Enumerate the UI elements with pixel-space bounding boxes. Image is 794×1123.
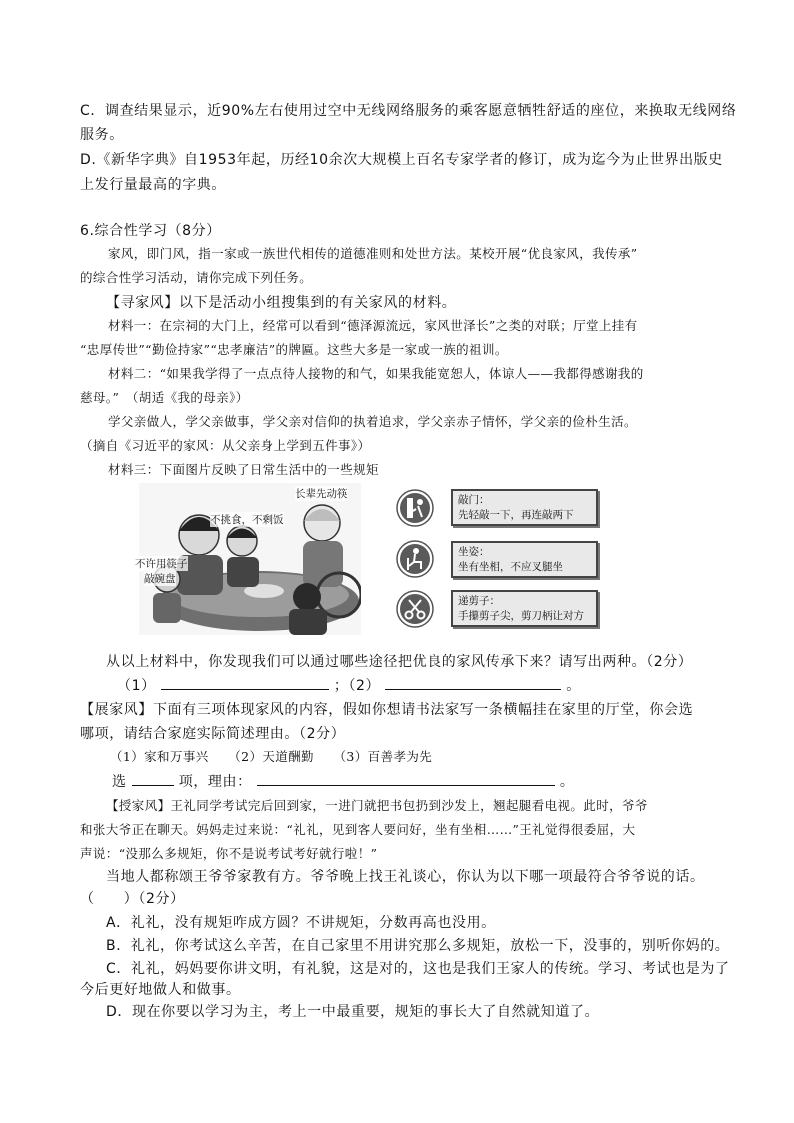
task1-label-1: （1） (117, 678, 156, 694)
task1-question: 从以上材料中，你发现我们可以通过哪些途径把优良的家风传承下来？请写出两种。（2分） (106, 654, 693, 670)
material2-line1: 材料二：“如果我学得了一点点待人接物的和气，如果我能宽恕人，体谅人——我都得感谢我的 (108, 366, 644, 381)
seek-heading: 【寻家风】以下是活动小组搜集到的有关家风的材料。 (106, 295, 457, 311)
rule-card-sitting (451, 541, 598, 578)
show-heading-line1: 【展家风】下面有三项体现家风的内容，假如你想请书法家写一条横幅挂在家里的厅堂，你会选 (80, 702, 694, 718)
rule-card-knock (451, 489, 598, 526)
intro-line1: 家风，即门风，指一家或一族世代相传的道德准则和处世方法。某校开展“优良家风，我传承” (108, 246, 638, 261)
choose-option-blank[interactable] (132, 773, 174, 786)
rule-card-title: 坐姿： (458, 546, 490, 558)
task3-question-line2: （ ）（2分） (80, 891, 185, 907)
task1-label-2: ；（2） (333, 678, 381, 694)
choose-end: 。 (559, 774, 575, 790)
material2-line4: （摘自《习近平的家风：从父亲身上学到五件事》） (80, 438, 371, 453)
option-c-line2: 今后更好地做人和做事。 (80, 982, 241, 998)
scissors-icon (396, 590, 434, 628)
rule-card-text: 手攥剪子尖，剪刀柄让对方 (458, 610, 584, 622)
task3-question-line1: 当地人都称颂王爷爷家教有方。爷爷晚上找王礼谈心，你认为以下哪一项最符合爷爷说的话。 (106, 869, 705, 885)
task1-end: 。 (566, 678, 581, 694)
option-d: D．现在你要以学习为主，考上一中最重要，规矩的事长大了自然就知道了。 (106, 1004, 600, 1020)
option-d-line1: D.《新华字典》自1953年起，历经10余次大规模上百名专家学者的修订，成为迄今为止世界出版史 (80, 152, 723, 168)
rule-card-scissors (451, 590, 598, 627)
intro-line2: 的综合性学习活动，请你完成下列任务。 (80, 270, 313, 285)
task1-answer-2-blank[interactable] (385, 677, 561, 690)
rule-card-title: 递剪子： (458, 595, 500, 607)
teach-line3: 声说：“没那么多规矩，你不是说考试考好就行啦！” (80, 846, 378, 861)
rule-card-text: 先轻敲一下，再连敲两下 (458, 509, 574, 521)
choose-prefix: 选 (112, 774, 127, 790)
question-6-title: 6.综合性学习（8分） (80, 223, 221, 239)
show-heading-line2: 哪项，请结合家庭实际简述理由。（2分） (80, 726, 346, 742)
task1-answer-1-blank[interactable] (161, 677, 329, 690)
family-dinner-illustration (135, 483, 361, 635)
option-c-line1: C．调查结果显示，近90%左右使用过空中无线网络服务的乘客愿意牺牲舒适的座位，来换取无线网络 (80, 103, 737, 119)
teach-line1: 【授家风】王礼同学考试完后回到家，一进门就把书包扔到沙发上，翘起腿看电视。此时，爷爷 (106, 798, 648, 813)
teach-line2: 和张大爷正在聊天。妈妈走过来说：“礼礼，见到客人要问好，坐有坐相……”王礼觉得很委屈，大 (80, 822, 636, 837)
rule-card-text: 坐有坐相，不应叉腿坐 (458, 561, 563, 573)
task1-answer-line (117, 675, 581, 695)
material1-line2: “忠厚传世”“勤俭持家”“忠孝廉洁”的牌匾。这些大多是一家或一族的祖训。 (80, 342, 508, 357)
option-d-line2: 上发行量最高的字典。 (80, 177, 226, 193)
sitting-posture-icon (396, 540, 434, 578)
option-a: A．礼礼，没有规矩咋成方圆？不讲规矩，分数再高也没用。 (106, 915, 496, 931)
material1-line1: 材料一：在宗祠的大门上，经常可以看到“德泽源流远，家风世泽长”之类的对联；厅堂上挂有 (108, 318, 638, 333)
option-b: B．礼礼，你考试这么辛苦，在自己家里不用讲究那么多规矩，放松一下，没事的，别听你妈的。 (106, 938, 730, 954)
illus-label-no-knock-1: 不许用筷子 (135, 558, 188, 570)
choose-answer-line (112, 771, 574, 791)
choose-reason-label: 项，理由： (178, 774, 252, 790)
rule-card-title: 敲门： (458, 494, 490, 506)
material2-line3: 学父亲做人，学父亲做事，学父亲对信仰的执着追求，学父亲赤子情怀，学父亲的俭朴生活。 (108, 414, 637, 429)
material3-line: 材料三：下面图片反映了日常生活中的一些规矩 (108, 462, 379, 477)
material2-line2: 慈母。” （胡适《我的母亲》） (80, 390, 249, 405)
illus-label-picky: 不挑食，不剩饭 (210, 514, 284, 526)
show-options: （1）家和万事兴 （2）天道酬勤 （3）百善孝为先 (110, 749, 433, 764)
choose-reason-blank[interactable] (257, 773, 555, 786)
illus-label-no-knock-2: 敲碗盘 (144, 573, 176, 585)
option-c-line2: 服务。 (80, 127, 124, 143)
illus-label-elder: 长辈先动筷 (295, 488, 348, 500)
option-c-line1: C．礼礼，妈妈要你讲文明，有礼貌，这是对的，这也是我们王家人的传统。学习、考试也是为了 (106, 961, 730, 977)
knock-door-icon (396, 489, 434, 527)
